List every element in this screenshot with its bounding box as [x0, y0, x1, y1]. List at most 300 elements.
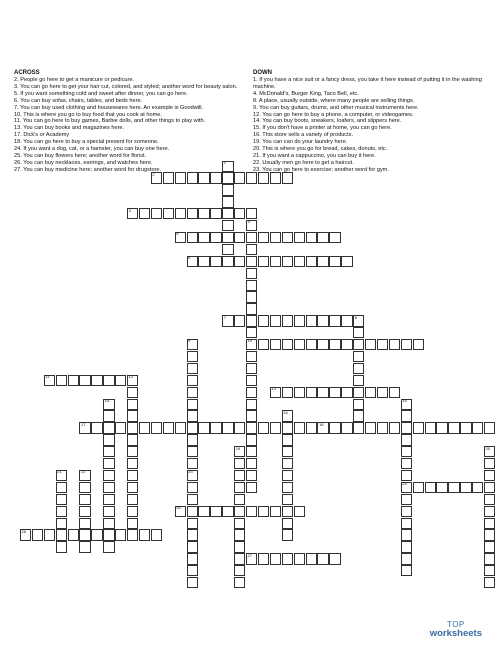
crossword-cell[interactable]: [294, 506, 305, 517]
crossword-cell[interactable]: [294, 387, 305, 398]
crossword-cell[interactable]: [151, 172, 162, 183]
crossword-cell[interactable]: [222, 315, 233, 326]
crossword-cell[interactable]: [127, 399, 138, 410]
crossword-cell[interactable]: [187, 506, 198, 517]
crossword-cell[interactable]: [377, 422, 388, 433]
crossword-cell[interactable]: [329, 553, 340, 564]
crossword-cell[interactable]: [127, 470, 138, 481]
crossword-cell[interactable]: [79, 541, 90, 552]
crossword-cell[interactable]: [401, 470, 412, 481]
crossword-cell[interactable]: [246, 422, 257, 433]
crossword-cell[interactable]: [234, 446, 245, 457]
crossword-cell[interactable]: [234, 518, 245, 529]
crossword-cell[interactable]: [246, 303, 257, 314]
crossword-cell[interactable]: [282, 482, 293, 493]
crossword-cell[interactable]: [127, 410, 138, 421]
crossword-cell[interactable]: [246, 291, 257, 302]
crossword-cell[interactable]: [258, 422, 269, 433]
crossword-cell[interactable]: [353, 375, 364, 386]
crossword-cell[interactable]: [306, 232, 317, 243]
crossword-cell[interactable]: [329, 339, 340, 350]
crossword-cell[interactable]: [329, 422, 340, 433]
crossword-cell[interactable]: [282, 446, 293, 457]
crossword-cell[interactable]: [246, 470, 257, 481]
crossword-cell[interactable]: [127, 375, 138, 386]
crossword-cell[interactable]: [270, 256, 281, 267]
crossword-cell[interactable]: [210, 208, 221, 219]
crossword-cell[interactable]: [222, 196, 233, 207]
crossword-cell[interactable]: [187, 375, 198, 386]
crossword-cell[interactable]: [187, 410, 198, 421]
crossword-cell[interactable]: [282, 470, 293, 481]
crossword-cell[interactable]: [198, 232, 209, 243]
crossword-cell[interactable]: [79, 422, 90, 433]
crossword-cell[interactable]: [436, 422, 447, 433]
crossword-cell[interactable]: [401, 518, 412, 529]
crossword-cell[interactable]: [68, 529, 79, 540]
crossword-cell[interactable]: [246, 232, 257, 243]
crossword-cell[interactable]: [234, 315, 245, 326]
crossword-cell[interactable]: [175, 506, 186, 517]
crossword-cell[interactable]: [401, 494, 412, 505]
crossword-cell[interactable]: [127, 434, 138, 445]
crossword-cell[interactable]: [282, 434, 293, 445]
crossword-cell[interactable]: [282, 422, 293, 433]
crossword-cell[interactable]: [413, 339, 424, 350]
crossword-cell[interactable]: [270, 553, 281, 564]
crossword-cell[interactable]: [198, 208, 209, 219]
crossword-cell[interactable]: [115, 422, 126, 433]
crossword-cell[interactable]: [294, 422, 305, 433]
crossword-cell[interactable]: [282, 518, 293, 529]
crossword-cell[interactable]: [282, 529, 293, 540]
crossword-cell[interactable]: [210, 232, 221, 243]
crossword-cell[interactable]: [187, 339, 198, 350]
crossword-cell[interactable]: [341, 256, 352, 267]
crossword-cell[interactable]: [389, 422, 400, 433]
crossword-cell[interactable]: [210, 506, 221, 517]
crossword-cell[interactable]: [365, 422, 376, 433]
crossword-cell[interactable]: [234, 565, 245, 576]
crossword-cell[interactable]: [79, 375, 90, 386]
crossword-cell[interactable]: [127, 494, 138, 505]
crossword-cell[interactable]: [246, 327, 257, 338]
crossword-cell[interactable]: [79, 529, 90, 540]
crossword-cell[interactable]: [187, 565, 198, 576]
crossword-cell[interactable]: [436, 482, 447, 493]
crossword-cell[interactable]: [210, 256, 221, 267]
crossword-cell[interactable]: [91, 529, 102, 540]
crossword-cell[interactable]: [306, 256, 317, 267]
crossword-cell[interactable]: [103, 482, 114, 493]
crossword-cell[interactable]: [329, 232, 340, 243]
crossword-cell[interactable]: [234, 541, 245, 552]
crossword-cell[interactable]: [294, 232, 305, 243]
crossword-cell[interactable]: [294, 256, 305, 267]
crossword-cell[interactable]: [103, 399, 114, 410]
crossword-cell[interactable]: [198, 422, 209, 433]
crossword-cell[interactable]: [401, 553, 412, 564]
crossword-cell[interactable]: [163, 172, 174, 183]
crossword-cell[interactable]: [484, 446, 495, 457]
crossword-cell[interactable]: [234, 529, 245, 540]
crossword-cell[interactable]: [56, 529, 67, 540]
crossword-cell[interactable]: [127, 458, 138, 469]
crossword-cell[interactable]: [187, 577, 198, 588]
crossword-cell[interactable]: [115, 375, 126, 386]
crossword-cell[interactable]: [317, 553, 328, 564]
crossword-cell[interactable]: [258, 232, 269, 243]
crossword-cell[interactable]: [401, 410, 412, 421]
crossword-cell[interactable]: [306, 315, 317, 326]
crossword-cell[interactable]: [103, 506, 114, 517]
crossword-cell[interactable]: [246, 506, 257, 517]
crossword-cell[interactable]: [401, 339, 412, 350]
crossword-cell[interactable]: [68, 375, 79, 386]
crossword-cell[interactable]: [246, 482, 257, 493]
crossword-cell[interactable]: [401, 482, 412, 493]
crossword-cell[interactable]: [317, 387, 328, 398]
crossword-cell[interactable]: [187, 256, 198, 267]
crossword-cell[interactable]: [282, 410, 293, 421]
crossword-cell[interactable]: [127, 506, 138, 517]
crossword-cell[interactable]: [270, 232, 281, 243]
crossword-cell[interactable]: [282, 458, 293, 469]
crossword-cell[interactable]: [187, 446, 198, 457]
crossword-cell[interactable]: [187, 172, 198, 183]
crossword-cell[interactable]: [329, 256, 340, 267]
crossword-cell[interactable]: [341, 339, 352, 350]
crossword-cell[interactable]: [282, 256, 293, 267]
crossword-cell[interactable]: [353, 327, 364, 338]
crossword-cell[interactable]: [294, 339, 305, 350]
crossword-cell[interactable]: [222, 184, 233, 195]
crossword-cell[interactable]: [484, 565, 495, 576]
crossword-cell[interactable]: [198, 172, 209, 183]
crossword-cell[interactable]: [246, 446, 257, 457]
crossword-cell[interactable]: [484, 518, 495, 529]
crossword-cell[interactable]: [270, 422, 281, 433]
crossword-cell[interactable]: [317, 256, 328, 267]
crossword-cell[interactable]: [282, 387, 293, 398]
crossword-cell[interactable]: [246, 458, 257, 469]
crossword-cell[interactable]: [282, 506, 293, 517]
crossword-cell[interactable]: [425, 482, 436, 493]
crossword-cell[interactable]: [246, 410, 257, 421]
crossword-cell[interactable]: [460, 482, 471, 493]
crossword-cell[interactable]: [258, 172, 269, 183]
crossword-cell[interactable]: [401, 458, 412, 469]
crossword-cell[interactable]: [389, 387, 400, 398]
crossword-cell[interactable]: [222, 422, 233, 433]
crossword-cell[interactable]: [282, 232, 293, 243]
crossword-cell[interactable]: [91, 375, 102, 386]
crossword-cell[interactable]: [246, 387, 257, 398]
crossword-cell[interactable]: [187, 541, 198, 552]
crossword-cell[interactable]: [222, 244, 233, 255]
crossword-cell[interactable]: [258, 256, 269, 267]
crossword-cell[interactable]: [56, 506, 67, 517]
crossword-cell[interactable]: [103, 410, 114, 421]
crossword-cell[interactable]: [222, 172, 233, 183]
crossword-cell[interactable]: [187, 529, 198, 540]
crossword-cell[interactable]: [353, 399, 364, 410]
crossword-cell[interactable]: [484, 470, 495, 481]
crossword-cell[interactable]: [187, 422, 198, 433]
crossword-cell[interactable]: [198, 256, 209, 267]
crossword-cell[interactable]: [448, 422, 459, 433]
crossword-cell[interactable]: [484, 458, 495, 469]
crossword-cell[interactable]: [377, 387, 388, 398]
crossword-cell[interactable]: [401, 422, 412, 433]
crossword-cell[interactable]: [32, 529, 43, 540]
crossword-cell[interactable]: [317, 232, 328, 243]
crossword-cell[interactable]: [246, 220, 257, 231]
crossword-cell[interactable]: [270, 172, 281, 183]
crossword-cell[interactable]: [151, 208, 162, 219]
crossword-cell[interactable]: [246, 399, 257, 410]
crossword-cell[interactable]: [234, 577, 245, 588]
crossword-cell[interactable]: [306, 422, 317, 433]
crossword-cell[interactable]: [258, 315, 269, 326]
crossword-cell[interactable]: [270, 387, 281, 398]
crossword-cell[interactable]: [234, 494, 245, 505]
crossword-cell[interactable]: [282, 553, 293, 564]
across-clue: 6. You can buy sofas, chairs, tables, and beds here.: [14, 97, 143, 104]
crossword-cell[interactable]: [234, 422, 245, 433]
clue-number: 6: [188, 255, 191, 261]
crossword-cell[interactable]: [353, 315, 364, 326]
crossword-cell[interactable]: [317, 339, 328, 350]
crossword-cell[interactable]: [139, 529, 150, 540]
crossword-cell[interactable]: [246, 553, 257, 564]
crossword-cell[interactable]: [175, 172, 186, 183]
crossword-cell[interactable]: [187, 363, 198, 374]
crossword-cell[interactable]: [198, 506, 209, 517]
crossword-cell[interactable]: [353, 410, 364, 421]
crossword-cell[interactable]: [246, 375, 257, 386]
crossword-cell[interactable]: [306, 339, 317, 350]
crossword-cell[interactable]: [246, 363, 257, 374]
crossword-cell[interactable]: [246, 434, 257, 445]
crossword-cell[interactable]: [246, 339, 257, 350]
crossword-cell[interactable]: [341, 315, 352, 326]
crossword-cell[interactable]: [425, 422, 436, 433]
crossword-cell[interactable]: [294, 315, 305, 326]
crossword-cell[interactable]: [79, 518, 90, 529]
crossword-cell[interactable]: [175, 208, 186, 219]
crossword-cell[interactable]: [56, 541, 67, 552]
crossword-cell[interactable]: [163, 422, 174, 433]
crossword-cell[interactable]: [282, 339, 293, 350]
crossword-cell[interactable]: [115, 529, 126, 540]
crossword-cell[interactable]: [234, 506, 245, 517]
crossword-cell[interactable]: [187, 387, 198, 398]
crossword-cell[interactable]: [234, 208, 245, 219]
crossword-cell[interactable]: [103, 375, 114, 386]
crossword-cell[interactable]: [341, 422, 352, 433]
crossword-cell[interactable]: [484, 494, 495, 505]
crossword-cell[interactable]: [222, 256, 233, 267]
crossword-cell[interactable]: [329, 315, 340, 326]
crossword-cell[interactable]: [401, 399, 412, 410]
crossword-cell[interactable]: [306, 387, 317, 398]
crossword-cell[interactable]: [91, 422, 102, 433]
crossword-cell[interactable]: [413, 422, 424, 433]
crossword-cell[interactable]: [246, 208, 257, 219]
crossword-cell[interactable]: [294, 553, 305, 564]
crossword-cell[interactable]: [329, 387, 340, 398]
crossword-cell[interactable]: [484, 553, 495, 564]
crossword-cell[interactable]: [187, 482, 198, 493]
crossword-cell[interactable]: [103, 446, 114, 457]
crossword-cell[interactable]: [234, 553, 245, 564]
crossword-cell[interactable]: [103, 518, 114, 529]
crossword-cell[interactable]: [103, 458, 114, 469]
crossword-cell[interactable]: [103, 494, 114, 505]
crossword-cell[interactable]: [484, 529, 495, 540]
crossword-cell[interactable]: [353, 339, 364, 350]
crossword-cell[interactable]: [139, 208, 150, 219]
crossword-cell[interactable]: [175, 422, 186, 433]
crossword-cell[interactable]: [365, 339, 376, 350]
crossword-cell[interactable]: [258, 506, 269, 517]
crossword-cell[interactable]: [187, 458, 198, 469]
crossword-cell[interactable]: [187, 351, 198, 362]
crossword-cell[interactable]: [401, 529, 412, 540]
crossword-cell[interactable]: [187, 208, 198, 219]
clue-number: 16: [283, 409, 288, 415]
crossword-cell[interactable]: [56, 470, 67, 481]
crossword-cell[interactable]: [222, 506, 233, 517]
crossword-cell[interactable]: [234, 470, 245, 481]
crossword-cell[interactable]: [56, 494, 67, 505]
crossword-cell[interactable]: [222, 232, 233, 243]
crossword-cell[interactable]: [317, 315, 328, 326]
crossword-cell[interactable]: [401, 541, 412, 552]
crossword-cell[interactable]: [127, 387, 138, 398]
crossword-cell[interactable]: [377, 339, 388, 350]
crossword-cell[interactable]: [448, 482, 459, 493]
crossword-cell[interactable]: [401, 506, 412, 517]
crossword-cell[interactable]: [413, 482, 424, 493]
crossword-cell[interactable]: [44, 375, 55, 386]
crossword-cell[interactable]: [258, 339, 269, 350]
crossword-cell[interactable]: [127, 482, 138, 493]
crossword-cell[interactable]: [234, 458, 245, 469]
crossword-cell[interactable]: [484, 422, 495, 433]
crossword-cell[interactable]: [484, 506, 495, 517]
crossword-cell[interactable]: [103, 529, 114, 540]
crossword-cell[interactable]: [353, 422, 364, 433]
crossword-cell[interactable]: [234, 172, 245, 183]
crossword-cell[interactable]: [246, 172, 257, 183]
crossword-cell[interactable]: [258, 553, 269, 564]
crossword-cell[interactable]: [79, 494, 90, 505]
crossword-cell[interactable]: [234, 256, 245, 267]
crossword-cell[interactable]: [187, 470, 198, 481]
crossword-cell[interactable]: [127, 529, 138, 540]
crossword-cell[interactable]: [246, 315, 257, 326]
crossword-cell[interactable]: [401, 446, 412, 457]
crossword-cell[interactable]: [246, 244, 257, 255]
crossword-cell[interactable]: [79, 482, 90, 493]
crossword-cell[interactable]: [127, 208, 138, 219]
crossword-cell[interactable]: [246, 280, 257, 291]
crossword-cell[interactable]: [56, 518, 67, 529]
crossword-cell[interactable]: [103, 470, 114, 481]
crossword-cell[interactable]: [389, 339, 400, 350]
crossword-cell[interactable]: [460, 422, 471, 433]
crossword-cell[interactable]: [103, 434, 114, 445]
crossword-cell[interactable]: [163, 208, 174, 219]
crossword-cell[interactable]: [187, 399, 198, 410]
crossword-cell[interactable]: [234, 482, 245, 493]
crossword-cell[interactable]: [353, 387, 364, 398]
crossword-cell[interactable]: [187, 553, 198, 564]
crossword-cell[interactable]: [79, 506, 90, 517]
crossword-cell[interactable]: [151, 422, 162, 433]
crossword-cell[interactable]: [187, 518, 198, 529]
crossword-cell[interactable]: [270, 315, 281, 326]
crossword-cell[interactable]: [127, 518, 138, 529]
crossword-cell[interactable]: [282, 494, 293, 505]
crossword-cell[interactable]: [484, 577, 495, 588]
crossword-cell[interactable]: [210, 172, 221, 183]
crossword-cell[interactable]: [56, 375, 67, 386]
crossword-cell[interactable]: [127, 446, 138, 457]
crossword-cell[interactable]: [306, 553, 317, 564]
crossword-cell[interactable]: [175, 232, 186, 243]
crossword-cell[interactable]: [187, 232, 198, 243]
crossword-cell[interactable]: [353, 351, 364, 362]
crossword-cell[interactable]: [187, 434, 198, 445]
crossword-cell[interactable]: [365, 387, 376, 398]
crossword-cell[interactable]: [103, 422, 114, 433]
crossword-cell[interactable]: [246, 351, 257, 362]
crossword-cell[interactable]: [401, 565, 412, 576]
crossword-cell[interactable]: [234, 232, 245, 243]
crossword-cell[interactable]: [20, 529, 31, 540]
crossword-cell[interactable]: [317, 422, 328, 433]
crossword-cell[interactable]: [222, 208, 233, 219]
crossword-cell[interactable]: [270, 506, 281, 517]
crossword-cell[interactable]: [103, 541, 114, 552]
crossword-cell[interactable]: [401, 434, 412, 445]
crossword-cell[interactable]: [353, 363, 364, 374]
crossword-cell[interactable]: [484, 482, 495, 493]
crossword-cell[interactable]: [270, 339, 281, 350]
crossword-cell[interactable]: [187, 494, 198, 505]
crossword-cell[interactable]: [341, 387, 352, 398]
crossword-cell[interactable]: [127, 422, 138, 433]
crossword-cell[interactable]: [210, 422, 221, 433]
crossword-cell[interactable]: [484, 541, 495, 552]
crossword-cell[interactable]: [56, 482, 67, 493]
crossword-cell[interactable]: [44, 529, 55, 540]
crossword-cell[interactable]: [246, 256, 257, 267]
crossword-cell[interactable]: [79, 470, 90, 481]
crossword-cell[interactable]: [472, 482, 483, 493]
crossword-cell[interactable]: [222, 161, 233, 172]
crossword-cell[interactable]: [151, 529, 162, 540]
crossword-cell[interactable]: [139, 422, 150, 433]
crossword-cell[interactable]: [246, 268, 257, 279]
crossword-cell[interactable]: [472, 422, 483, 433]
crossword-cell[interactable]: [222, 220, 233, 231]
crossword-cell[interactable]: [282, 172, 293, 183]
crossword-cell[interactable]: [282, 315, 293, 326]
